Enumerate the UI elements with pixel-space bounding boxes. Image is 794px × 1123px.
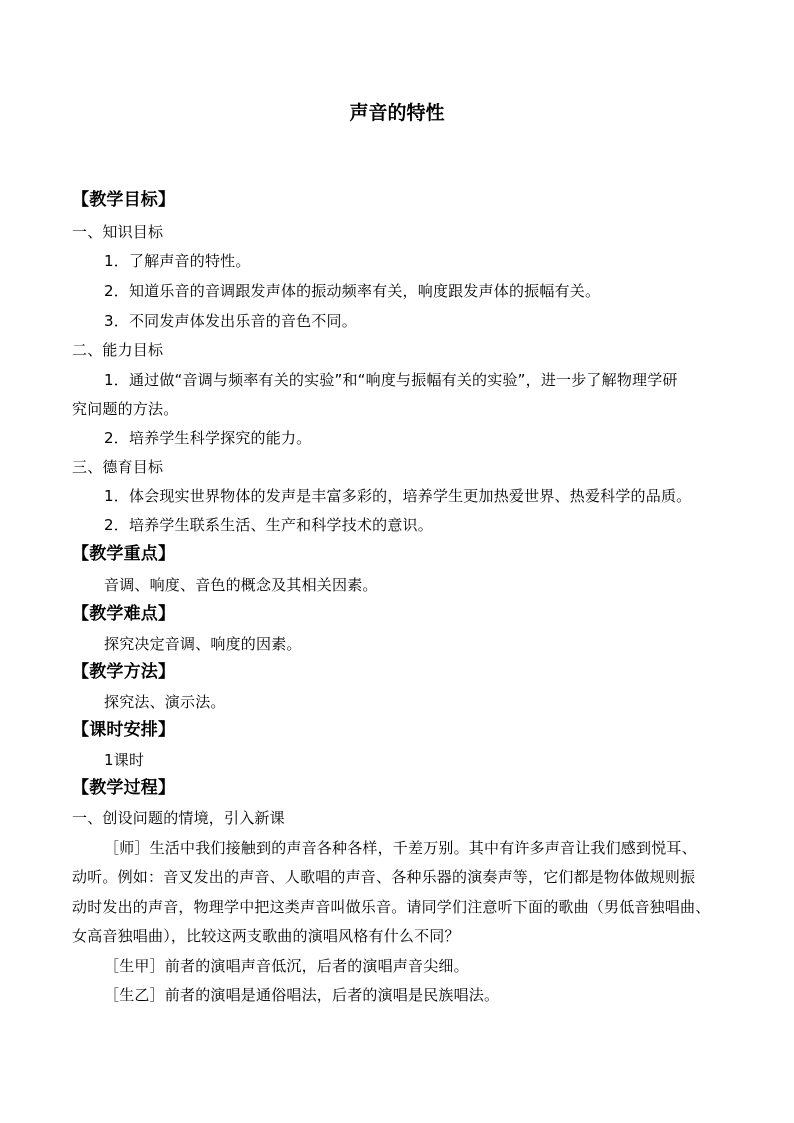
difficulty-text: 探究决定音调、响度的因素。	[104, 635, 302, 653]
ability-item-2: 2．培养学生科学探究的能力。	[104, 429, 312, 447]
student-a-line: ［生甲］前者的演唱声音低沉，后者的演唱声音尖细。	[104, 957, 469, 975]
ability-heading: 二、能力目标	[72, 341, 164, 359]
process-step-1: 一、创设问题的情境，引入新课	[72, 809, 285, 827]
key-heading: 【教学重点】	[72, 544, 176, 564]
moral-heading: 三、德育目标	[72, 458, 164, 476]
teacher-line-3: 动时发出的声音，物理学中把这类声音叫做乐音。请同学们注意听下面的歌曲（男低音独唱曲、	[72, 898, 711, 916]
schedule-heading: 【课时安排】	[72, 720, 176, 740]
teacher-line-4: 女高音独唱曲），比较这两支歌曲的演唱风格有什么不同？	[72, 927, 460, 945]
knowledge-item-2: 2．知道乐音的音调跟发声体的振动频率有关，响度跟发声体的振幅有关。	[104, 282, 601, 300]
moral-item-2: 2．培养学生联系生活、生产和科学技术的意识。	[104, 516, 433, 534]
knowledge-heading: 一、知识目标	[72, 223, 164, 241]
moral-item-1: 1．体会现实世界物体的发声是丰富多彩的，培养学生更加热爱世界、热爱科学的品质。	[104, 487, 692, 505]
method-heading: 【教学方法】	[72, 662, 176, 682]
schedule-text: 1课时	[104, 751, 145, 769]
page-title: 声音的特性	[349, 102, 445, 124]
process-heading: 【教学过程】	[72, 778, 176, 798]
teacher-line-1: ［师］生活中我们接触到的声音各种各样，千差万别。其中有许多声音让我们感到悦耳、	[104, 839, 697, 857]
ability-item-1: 1．通过做“音调与频率有关的实验”和“响度与振幅有关的实验”，进一步了解物理学研	[104, 371, 678, 389]
knowledge-item-1: 1．了解声音的特性。	[104, 252, 251, 270]
ability-item-1-continued: 究问题的方法。	[72, 400, 179, 418]
method-text: 探究法、演示法。	[104, 693, 226, 711]
objectives-heading: 【教学目标】	[72, 190, 176, 210]
difficulty-heading: 【教学难点】	[72, 604, 176, 624]
key-text: 音调、响度、音色的概念及其相关因素。	[104, 576, 378, 594]
knowledge-item-3: 3．不同发声体发出乐音的音色不同。	[104, 312, 357, 330]
teacher-line-2: 动听。例如：音叉发出的声音、人歌唱的声音、各种乐器的演奏声等，它们都是物体做规则振	[72, 868, 696, 886]
student-b-line: ［生乙］前者的演唱是通俗唱法，后者的演唱是民族唱法。	[104, 986, 500, 1004]
